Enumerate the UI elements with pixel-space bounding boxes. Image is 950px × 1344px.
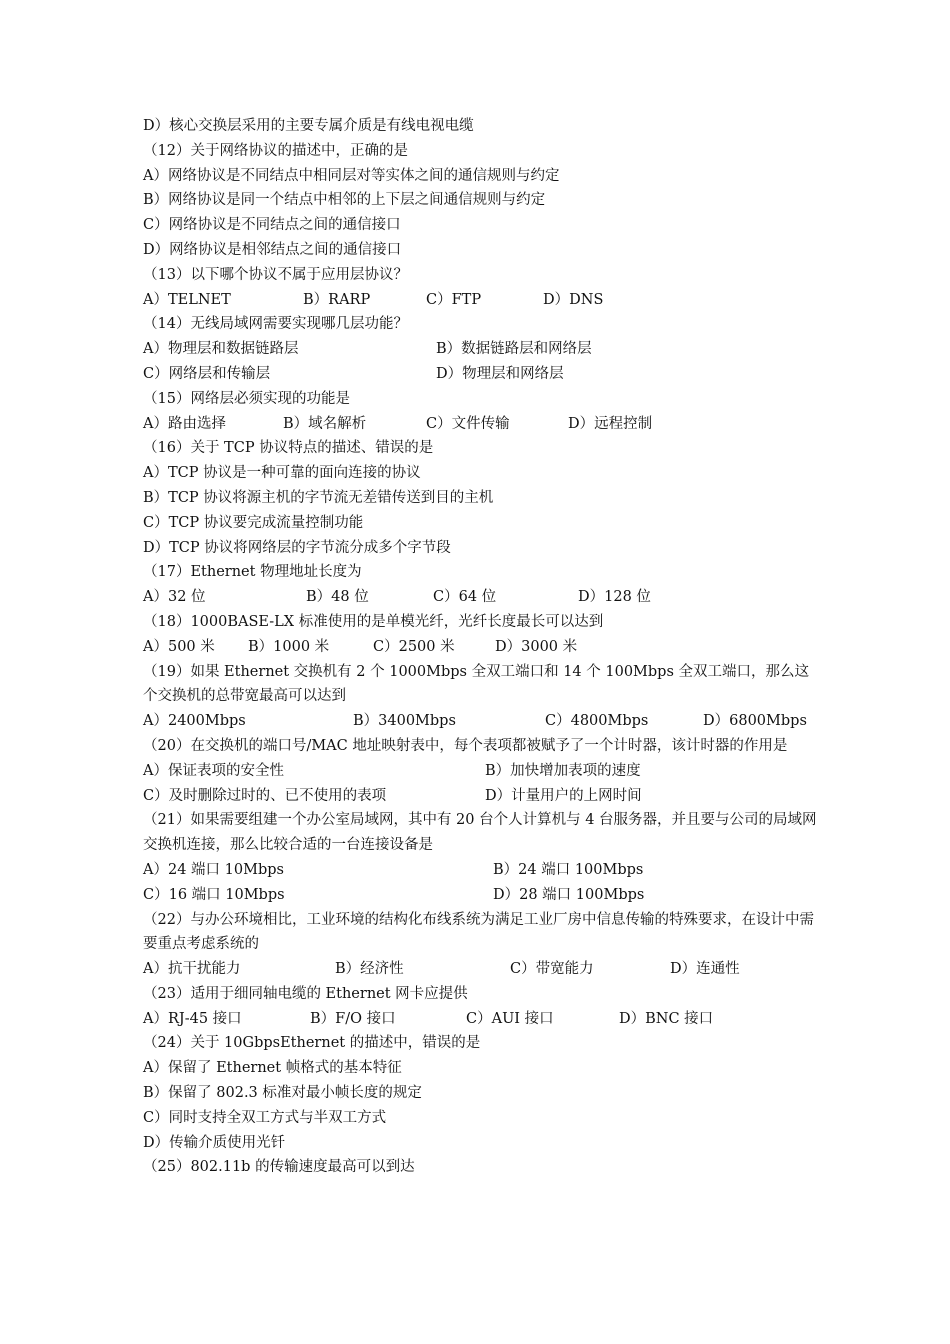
option-a: A）抗干扰能力 xyxy=(143,961,241,978)
option-a: A）保证表项的安全性 xyxy=(143,762,284,779)
options-row xyxy=(143,412,823,437)
option-d: D）连通性 xyxy=(670,961,740,978)
options-row xyxy=(143,709,823,734)
option-b: B）经济性 xyxy=(335,961,404,978)
options-row xyxy=(143,883,823,908)
options-row xyxy=(143,585,823,610)
question-text: （14）无线局域网需要实现哪几层功能？ xyxy=(143,316,408,333)
question-text: （15）网络层必须实现的功能是 xyxy=(143,390,350,407)
option-a: A）TELNET xyxy=(143,291,231,308)
options-row xyxy=(143,362,823,387)
option-d: D）128 位 xyxy=(578,589,651,606)
option-c: C）2500 米 xyxy=(373,638,455,655)
question-text: （13）以下哪个协议不属于应用层协议？ xyxy=(143,266,408,283)
question-text: （22）与办公环境相比，工业环境的结构化布线系统为满足工业厂房中信息传输的特殊要求，在设计中需要重点考虑系统的 xyxy=(143,911,814,953)
option-text: C）同时支持全双工方式与半双工方式 xyxy=(143,1109,387,1126)
option-b: B）F/O 接口 xyxy=(310,1010,396,1027)
option-d: D）6800Mbps xyxy=(703,713,807,730)
options-row xyxy=(143,1007,823,1032)
option-text: A）保留了 Ethernet 帧格式的基本特征 xyxy=(143,1060,402,1077)
option-a: A）32 位 xyxy=(143,589,206,606)
options-row xyxy=(143,957,823,982)
options-row xyxy=(143,288,823,313)
option-c: C）AUI 接口 xyxy=(466,1010,554,1027)
option-c: C）及时删除过时的、已不使用的表项 xyxy=(143,787,387,804)
question-text: （16）关于 TCP 协议特点的描述、错误的是 xyxy=(143,440,434,457)
option-text: D）核心交换层采用的主要专属介质是有线电视电缆 xyxy=(143,118,474,134)
option-text: B）网络协议是同一个结点中相邻的上下层之间通信规则与约定 xyxy=(143,192,546,209)
option-b: B）24 端口 100Mbps xyxy=(493,861,644,878)
option-b: B）48 位 xyxy=(306,589,369,606)
option-b: B）1000 米 xyxy=(248,638,330,655)
option-text: B）TCP 协议将源主机的字节流无差错传送到目的主机 xyxy=(143,489,494,506)
option-b: B）域名解析 xyxy=(283,415,367,432)
option-text: A）网络协议是不同结点中相同层对等实体之间的通信规则与约定 xyxy=(143,167,560,184)
option-text: D）传输介质使用光钎 xyxy=(143,1134,286,1151)
option-a: A）RJ-45 接口 xyxy=(143,1010,242,1027)
option-b: B）RARP xyxy=(303,291,371,308)
option-a: A）物理层和数据链路层 xyxy=(143,341,299,358)
option-b: B）加快增加表项的速度 xyxy=(485,762,641,779)
option-c: C）4800Mbps xyxy=(545,713,649,730)
option-c: C）网络层和传输层 xyxy=(143,365,271,382)
option-d: D）28 端口 100Mbps xyxy=(493,886,645,903)
document-page xyxy=(143,114,823,1180)
question-text: （17）Ethernet 物理地址长度为 xyxy=(143,564,362,581)
option-d: D）物理层和网络层 xyxy=(436,365,564,382)
option-a: A）路由选择 xyxy=(143,415,226,432)
option-text: C）网络协议是不同结点之间的通信接口 xyxy=(143,217,401,234)
question-text: （25）802.11b 的传输速度最高可以到达 xyxy=(143,1159,415,1176)
question-text: （18）1000BASE-LX 标准使用的是单模光纤，光纤长度最长可以达到 xyxy=(143,613,604,630)
options-row xyxy=(143,337,823,362)
option-c: C）FTP xyxy=(426,291,482,308)
question-text: （23）适用于细同轴电缆的 Ethernet 网卡应提供 xyxy=(143,985,468,1002)
option-d: D）DNS xyxy=(543,291,604,308)
options-row xyxy=(143,784,823,809)
option-text: B）保留了 802.3 标准对最小帧长度的规定 xyxy=(143,1085,422,1102)
options-row xyxy=(143,635,823,660)
option-text: C）TCP 协议要完成流量控制功能 xyxy=(143,514,364,531)
option-a: A）2400Mbps xyxy=(143,713,246,730)
option-d: D）计量用户的上网时间 xyxy=(485,787,642,804)
option-b: B）数据链路层和网络层 xyxy=(436,341,592,358)
option-text: D）TCP 协议将网络层的字节流分成多个字节段 xyxy=(143,539,451,556)
option-c: C）64 位 xyxy=(433,589,497,606)
option-text: A）TCP 协议是一种可靠的面向连接的协议 xyxy=(143,465,421,482)
question-text: （12）关于网络协议的描述中，正确的是 xyxy=(143,142,408,159)
question-text: （19）如果 Ethernet 交换机有 2 个 1000Mbps 全双工端口和 14 个 100Mbps 全双工端口，那么这个交换机的总带宽最高可以达到 xyxy=(143,663,810,705)
option-c: C）带宽能力 xyxy=(510,961,594,978)
option-a: A）24 端口 10Mbps xyxy=(143,861,284,878)
option-c: C）文件传输 xyxy=(426,415,510,432)
question-text: （21）如果需要组建一个办公室局域网，其中有 20 台个人计算机与 4 台服务器，并且要与公司的局域网交换机连接，那么比较合适的一台连接设备是 xyxy=(143,812,817,854)
option-a: A）500 米 xyxy=(143,638,215,655)
option-d: D）BNC 接口 xyxy=(619,1010,714,1027)
options-row xyxy=(143,858,823,883)
option-b: B）3400Mbps xyxy=(353,713,456,730)
options-row xyxy=(143,759,823,784)
option-d: D）远程控制 xyxy=(568,415,653,432)
option-c: C）16 端口 10Mbps xyxy=(143,886,285,903)
option-d: D）3000 米 xyxy=(495,638,578,655)
option-text: D）网络协议是相邻结点之间的通信接口 xyxy=(143,241,402,258)
question-text: （24）关于 10GbpsEthernet 的描述中，错误的是 xyxy=(143,1035,481,1052)
question-text: （20）在交换机的端口号/MAC 地址映射表中，每个表项都被赋予了一个计时器，该计时器的作用是 xyxy=(143,737,788,754)
